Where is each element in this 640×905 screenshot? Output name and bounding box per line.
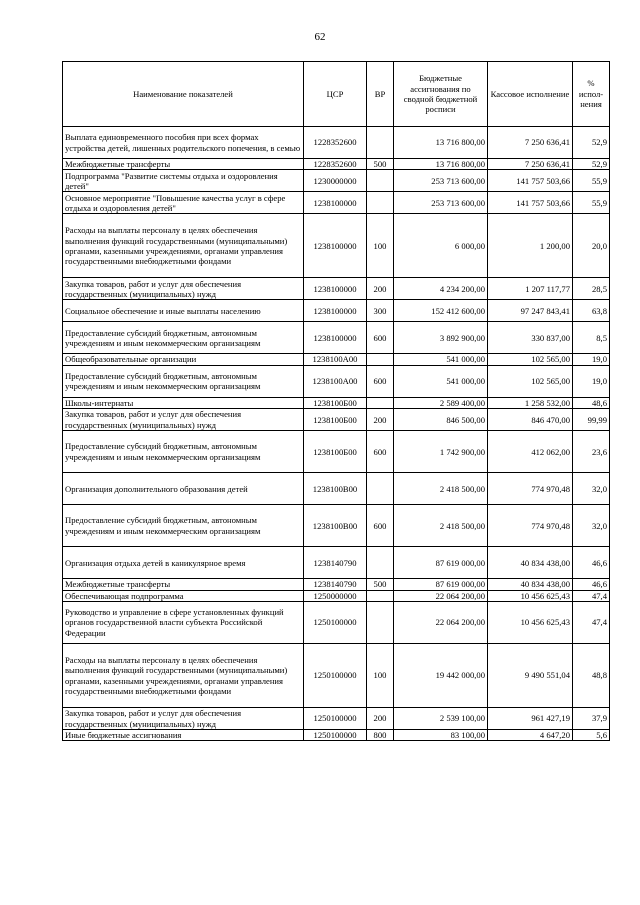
cell-alloc: 87 619 000,00 bbox=[394, 579, 488, 590]
cell-name: Расходы на выплаты персоналу в целях обеспечения выполнения функций государственными (муниципальными) органами, казенными учреждениями, органами управления государственными внебюджетными фондами bbox=[63, 644, 304, 708]
cell-name: Руководство и управление в сфере установленных функций органов государственной власти субъекта Российской Федерации bbox=[63, 602, 304, 644]
table-row bbox=[63, 644, 610, 708]
cell-cash: 9 490 551,04 bbox=[488, 644, 573, 708]
table-row bbox=[63, 708, 610, 730]
table-row bbox=[63, 278, 610, 300]
budget-execution-table bbox=[62, 61, 610, 741]
cell-pct: 46,6 bbox=[573, 547, 610, 579]
cell-csr: 1230000000 bbox=[304, 170, 367, 192]
cell-cash: 10 456 625,43 bbox=[488, 590, 573, 601]
cell-vr bbox=[367, 547, 394, 579]
cell-pct: 48,6 bbox=[573, 397, 610, 408]
cell-name: Выплата единовременного пособия при всех формах устройства детей, лишенных родительского попечения, в семью bbox=[63, 127, 304, 159]
cell-name: Предоставление субсидий бюджетным, автономным учреждениям и иным некоммерческим организациям bbox=[63, 431, 304, 473]
cell-alloc: 22 064 200,00 bbox=[394, 602, 488, 644]
cell-csr: 1250100000 bbox=[304, 730, 367, 741]
cell-name: Закупка товаров, работ и услуг для обеспечения государственных (муниципальных) нужд bbox=[63, 278, 304, 300]
cell-cash: 141 757 503,66 bbox=[488, 170, 573, 192]
cell-pct: 32,0 bbox=[573, 505, 610, 547]
cell-vr: 100 bbox=[367, 644, 394, 708]
cell-vr: 500 bbox=[367, 579, 394, 590]
table-row bbox=[63, 354, 610, 365]
cell-name: Организация дополнительного образования детей bbox=[63, 473, 304, 505]
cell-vr: 500 bbox=[367, 159, 394, 170]
cell-cash: 774 970,48 bbox=[488, 473, 573, 505]
header-pct: % испол-нения bbox=[573, 62, 610, 127]
cell-cash: 97 247 843,41 bbox=[488, 300, 573, 322]
cell-alloc: 2 418 500,00 bbox=[394, 505, 488, 547]
cell-vr: 300 bbox=[367, 300, 394, 322]
cell-name: Предоставление субсидий бюджетным, автономным учреждениям и иным некоммерческим организациям bbox=[63, 365, 304, 397]
cell-vr bbox=[367, 590, 394, 601]
cell-csr: 1238100000 bbox=[304, 300, 367, 322]
table-row bbox=[63, 365, 610, 397]
cell-pct: 28,5 bbox=[573, 278, 610, 300]
cell-pct: 37,9 bbox=[573, 708, 610, 730]
cell-vr: 200 bbox=[367, 278, 394, 300]
cell-pct: 23,6 bbox=[573, 431, 610, 473]
table-row bbox=[63, 730, 610, 741]
cell-pct: 47,4 bbox=[573, 602, 610, 644]
cell-vr bbox=[367, 602, 394, 644]
cell-csr: 1238140790 bbox=[304, 579, 367, 590]
cell-pct: 47,4 bbox=[573, 590, 610, 601]
table-header-row bbox=[63, 62, 610, 127]
cell-name: Школы-интернаты bbox=[63, 397, 304, 408]
cell-cash: 40 834 438,00 bbox=[488, 579, 573, 590]
cell-alloc: 19 442 000,00 bbox=[394, 644, 488, 708]
cell-vr: 600 bbox=[367, 322, 394, 354]
cell-alloc: 2 589 400,00 bbox=[394, 397, 488, 408]
cell-vr: 600 bbox=[367, 505, 394, 547]
cell-name: Социальное обеспечение и иные выплаты населению bbox=[63, 300, 304, 322]
cell-name: Подпрограмма "Развитие системы отдыха и оздоровления детей" bbox=[63, 170, 304, 192]
table-row bbox=[63, 159, 610, 170]
cell-csr: 1238100А00 bbox=[304, 365, 367, 397]
cell-csr: 1238100000 bbox=[304, 278, 367, 300]
table-row bbox=[63, 547, 610, 579]
cell-cash: 4 647,20 bbox=[488, 730, 573, 741]
table-row bbox=[63, 322, 610, 354]
cell-name: Межбюджетные трансферты bbox=[63, 579, 304, 590]
cell-vr bbox=[367, 192, 394, 214]
cell-cash: 412 062,00 bbox=[488, 431, 573, 473]
cell-csr: 1238100В00 bbox=[304, 473, 367, 505]
cell-alloc: 83 100,00 bbox=[394, 730, 488, 741]
cell-alloc: 253 713 600,00 bbox=[394, 170, 488, 192]
cell-name: Основное мероприятие "Повышение качества услуг в сфере отдыха и оздоровления детей" bbox=[63, 192, 304, 214]
table-row bbox=[63, 409, 610, 431]
cell-alloc: 152 412 600,00 bbox=[394, 300, 488, 322]
cell-alloc: 846 500,00 bbox=[394, 409, 488, 431]
cell-name: Предоставление субсидий бюджетным, автономным учреждениям и иным некоммерческим организациям bbox=[63, 322, 304, 354]
cell-cash: 10 456 625,43 bbox=[488, 602, 573, 644]
cell-csr: 1238100Б00 bbox=[304, 431, 367, 473]
cell-pct: 55,9 bbox=[573, 192, 610, 214]
cell-vr: 200 bbox=[367, 708, 394, 730]
cell-name: Иные бюджетные ассигнования bbox=[63, 730, 304, 741]
cell-csr: 1250100000 bbox=[304, 602, 367, 644]
cell-alloc: 22 064 200,00 bbox=[394, 590, 488, 601]
table-row bbox=[63, 214, 610, 278]
cell-cash: 846 470,00 bbox=[488, 409, 573, 431]
cell-pct: 52,9 bbox=[573, 127, 610, 159]
cell-csr: 1238100000 bbox=[304, 322, 367, 354]
cell-csr: 1250100000 bbox=[304, 644, 367, 708]
cell-pct: 55,9 bbox=[573, 170, 610, 192]
cell-vr: 600 bbox=[367, 365, 394, 397]
cell-cash: 141 757 503,66 bbox=[488, 192, 573, 214]
cell-csr: 1238100А00 bbox=[304, 354, 367, 365]
cell-pct: 32,0 bbox=[573, 473, 610, 505]
cell-cash: 330 837,00 bbox=[488, 322, 573, 354]
cell-name: Предоставление субсидий бюджетным, автономным учреждениям и иным некоммерческим организациям bbox=[63, 505, 304, 547]
cell-pct: 48,8 bbox=[573, 644, 610, 708]
cell-alloc: 541 000,00 bbox=[394, 354, 488, 365]
header-vr: ВР bbox=[367, 62, 394, 127]
cell-pct: 46,6 bbox=[573, 579, 610, 590]
table-row bbox=[63, 431, 610, 473]
header-name: Наименование показателей bbox=[63, 62, 304, 127]
cell-csr: 1250100000 bbox=[304, 708, 367, 730]
cell-cash: 40 834 438,00 bbox=[488, 547, 573, 579]
cell-cash: 7 250 636,41 bbox=[488, 159, 573, 170]
cell-name: Закупка товаров, работ и услуг для обеспечения государственных (муниципальных) нужд bbox=[63, 708, 304, 730]
cell-pct: 19,0 bbox=[573, 365, 610, 397]
cell-csr: 1238100Б00 bbox=[304, 409, 367, 431]
page-number: 62 bbox=[314, 31, 326, 43]
cell-cash: 1 258 532,00 bbox=[488, 397, 573, 408]
cell-alloc: 1 742 900,00 bbox=[394, 431, 488, 473]
cell-cash: 961 427,19 bbox=[488, 708, 573, 730]
cell-cash: 102 565,00 bbox=[488, 354, 573, 365]
cell-csr: 1238100Б00 bbox=[304, 397, 367, 408]
cell-name: Обеспечивающая подпрограмма bbox=[63, 590, 304, 601]
cell-vr bbox=[367, 170, 394, 192]
cell-pct: 5,6 bbox=[573, 730, 610, 741]
cell-cash: 102 565,00 bbox=[488, 365, 573, 397]
cell-name: Закупка товаров, работ и услуг для обеспечения государственных (муниципальных) нужд bbox=[63, 409, 304, 431]
table-row bbox=[63, 473, 610, 505]
cell-alloc: 4 234 200,00 bbox=[394, 278, 488, 300]
table-row bbox=[63, 579, 610, 590]
table-row bbox=[63, 602, 610, 644]
cell-vr: 100 bbox=[367, 214, 394, 278]
cell-alloc: 13 716 800,00 bbox=[394, 159, 488, 170]
table-row bbox=[63, 590, 610, 601]
cell-name: Межбюджетные трансферты bbox=[63, 159, 304, 170]
header-alloc: Бюджетные ассигнования по сводной бюджетной росписи bbox=[394, 62, 488, 127]
cell-name: Организация отдыха детей в каникулярное время bbox=[63, 547, 304, 579]
cell-alloc: 6 000,00 bbox=[394, 214, 488, 278]
cell-name: Расходы на выплаты персоналу в целях обеспечения выполнения функций государственными (муниципальными) органами, казенными учреждениями, органами управления государственными внебюджетными фондами bbox=[63, 214, 304, 278]
header-cash: Кассовое исполнение bbox=[488, 62, 573, 127]
cell-csr: 1228352600 bbox=[304, 159, 367, 170]
cell-vr: 800 bbox=[367, 730, 394, 741]
cell-csr: 1238100000 bbox=[304, 214, 367, 278]
cell-vr bbox=[367, 127, 394, 159]
table-row bbox=[63, 192, 610, 214]
cell-alloc: 2 418 500,00 bbox=[394, 473, 488, 505]
cell-vr bbox=[367, 397, 394, 408]
table-row bbox=[63, 127, 610, 159]
cell-csr: 1228352600 bbox=[304, 127, 367, 159]
cell-name: Общеобразовательные организации bbox=[63, 354, 304, 365]
cell-pct: 20,0 bbox=[573, 214, 610, 278]
cell-cash: 774 970,48 bbox=[488, 505, 573, 547]
table-row bbox=[63, 505, 610, 547]
cell-csr: 1238100В00 bbox=[304, 505, 367, 547]
cell-csr: 1238140790 bbox=[304, 547, 367, 579]
cell-csr: 1238100000 bbox=[304, 192, 367, 214]
cell-pct: 99,99 bbox=[573, 409, 610, 431]
cell-alloc: 13 716 800,00 bbox=[394, 127, 488, 159]
cell-pct: 63,8 bbox=[573, 300, 610, 322]
cell-vr: 600 bbox=[367, 431, 394, 473]
cell-pct: 8,5 bbox=[573, 322, 610, 354]
cell-pct: 19,0 bbox=[573, 354, 610, 365]
table-row bbox=[63, 397, 610, 408]
cell-alloc: 541 000,00 bbox=[394, 365, 488, 397]
cell-csr: 1250000000 bbox=[304, 590, 367, 601]
cell-alloc: 87 619 000,00 bbox=[394, 547, 488, 579]
cell-vr bbox=[367, 473, 394, 505]
cell-alloc: 2 539 100,00 bbox=[394, 708, 488, 730]
cell-vr bbox=[367, 354, 394, 365]
cell-vr: 200 bbox=[367, 409, 394, 431]
cell-cash: 1 200,00 bbox=[488, 214, 573, 278]
table-row bbox=[63, 170, 610, 192]
table-row bbox=[63, 300, 610, 322]
header-csr: ЦСР bbox=[304, 62, 367, 127]
cell-cash: 1 207 117,77 bbox=[488, 278, 573, 300]
cell-alloc: 253 713 600,00 bbox=[394, 192, 488, 214]
cell-alloc: 3 892 900,00 bbox=[394, 322, 488, 354]
cell-pct: 52,9 bbox=[573, 159, 610, 170]
cell-cash: 7 250 636,41 bbox=[488, 127, 573, 159]
